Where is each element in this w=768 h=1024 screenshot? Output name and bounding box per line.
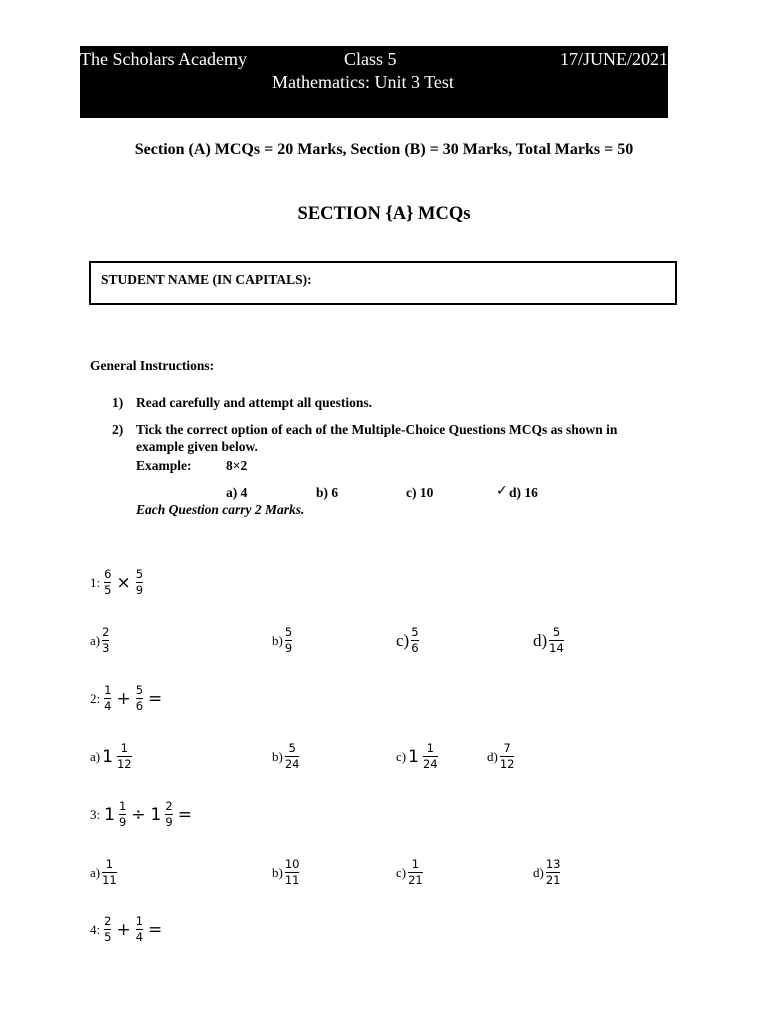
- section-title: SECTION {A} MCQs: [297, 204, 471, 224]
- fraction: $\frac{6}{5}$: [104, 567, 112, 597]
- header-band: [80, 46, 668, 118]
- equals-sign: =: [148, 919, 163, 940]
- question-number: 4:: [90, 921, 101, 937]
- option-3c[interactable]: c) $\frac{1}{21}$: [396, 857, 423, 887]
- option-2a[interactable]: a) 1 $\frac{1}{12}$: [90, 741, 132, 771]
- student-name-box[interactable]: [89, 261, 677, 305]
- example-option-a: a) 4: [226, 485, 248, 500]
- option-2d[interactable]: d) $\frac{7}{12}$: [487, 741, 515, 771]
- example-expression: 8×2: [226, 458, 248, 473]
- option-1b[interactable]: b) $\frac{5}{9}$: [272, 625, 293, 655]
- question-number: 2:: [90, 690, 101, 706]
- option-1c[interactable]: c) $\frac{5}{6}$: [396, 625, 419, 655]
- question-1: [90, 568, 145, 597]
- option-1a[interactable]: a) $\frac{2}{3}$: [90, 625, 110, 655]
- multiply-sign: ×: [116, 572, 131, 593]
- example-option-c: c) 10: [406, 485, 434, 500]
- option-3a[interactable]: a) $\frac{1}{11}$: [90, 857, 117, 887]
- option-3d[interactable]: d) $\frac{13}{21}$: [533, 857, 561, 887]
- student-name-label: STUDENT NAME (IN CAPITALS):: [101, 272, 312, 287]
- example-option-d: d) 16: [509, 485, 538, 500]
- example-option-b: b) 6: [316, 485, 339, 500]
- instruction-text: Read carefully and attempt all questions.: [136, 395, 373, 410]
- question-number: 1:: [90, 574, 101, 590]
- question-2: 2: $\frac{1}{4}$ + $\frac{5}{6}$ =: [90, 683, 163, 713]
- instruction-text: example given below.: [136, 439, 258, 454]
- plus-sign: +: [116, 688, 131, 709]
- plus-sign: +: [116, 919, 131, 940]
- marks-summary: Section (A) MCQs = 20 Marks, Section (B) = 30 Marks, Total Marks = 50: [134, 141, 634, 158]
- instruction-text: Tick the correct option of each of the Multiple-Choice Questions MCQs as shown in: [136, 422, 618, 437]
- school-name: The Scholars Academy: [80, 49, 247, 69]
- option-2c[interactable]: c) 1 $\frac{1}{24}$: [396, 741, 438, 771]
- divide-sign: ÷: [131, 804, 146, 825]
- instructions-heading: General Instructions:: [90, 358, 215, 373]
- class-label: Class 5: [344, 49, 397, 69]
- instruction-number: 2): [112, 422, 124, 437]
- option-3b[interactable]: b) $\frac{10}{11}$: [272, 857, 300, 887]
- instruction-number: 1): [112, 395, 124, 410]
- subject-title: Mathematics: Unit 3 Test: [272, 72, 454, 92]
- question-3: 3: 1 $\frac{1}{9}$ ÷ 1 $\frac{2}{9}$ =: [90, 799, 192, 829]
- question-4: 4: $\frac{2}{5}$ + $\frac{1}{4}$ =: [90, 914, 163, 944]
- test-date: 17/JUNE/2021: [560, 49, 668, 69]
- fraction: $\frac{5}{9}$: [135, 567, 144, 597]
- checkmark-icon: ✓: [496, 483, 508, 499]
- marks-note: Each Question carry 2 Marks.: [136, 502, 305, 517]
- equals-sign: =: [177, 804, 192, 825]
- option-1d[interactable]: d) $\frac{5}{14}$: [533, 625, 564, 655]
- example-label: Example:: [136, 458, 192, 473]
- question-number: 3:: [90, 806, 101, 822]
- equals-sign: =: [148, 688, 163, 709]
- option-2b[interactable]: b) $\frac{5}{24}$: [272, 741, 300, 771]
